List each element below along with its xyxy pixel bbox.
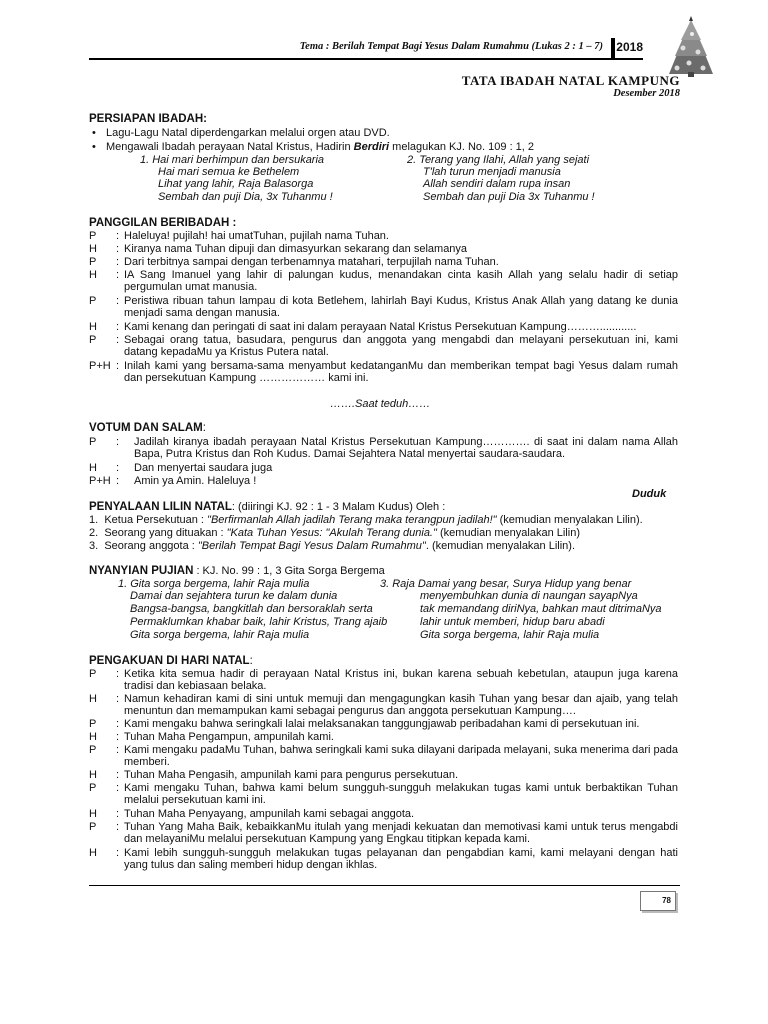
pengakuan-heading: PENGAKUAN DI HARI NATAL: — [89, 655, 253, 667]
christmas-tree-icon — [661, 16, 721, 78]
lilin-item-3: 3. Seorang anggota : "Berilah Tempat Bagi Yesus Dalam Rumahmu". (kemudian menyalakan Lilin). — [89, 540, 576, 552]
speaker-label: P — [89, 668, 97, 680]
liturgy-line: Kami kenang dan peringati di saat ini dalam perayaan Natal Kristus Persekutuan Kampung………............ — [124, 321, 637, 333]
liturgy-line: Dari terbitnya sampai dengan terbenamnya matahari, terpujilah nama Tuhan. — [124, 256, 499, 268]
liturgy-line: Namun kehadiran kami di sini untuk memuji dan mengagungkan kasih Tuhan yang besar dan ajaib, yang telah menuntun dan memampukan kami sebagai pengurus dan anggota persekutuan Kampung…. — [124, 693, 678, 717]
liturgy-line: Tuhan Maha Pengasih, ampunilah kami para pengurus persekutuan. — [124, 769, 459, 781]
page-date: Desember 2018 — [613, 88, 680, 99]
lilin-heading: PENYALAAN LILIN NATAL: (diiringi KJ. 92 : 1 - 3 Malam Kudus) Oleh : — [89, 501, 446, 513]
speaker-label: P — [89, 821, 97, 833]
liturgy-line: Dan menyertai saudara juga — [134, 462, 273, 474]
speaker-label: P — [89, 295, 97, 307]
speaker-label: H — [89, 847, 97, 859]
liturgy-line: Ketika kita semua hadir di perayaan Natal Kristus ini, bukan karena sebuah kebetulan, ataupun juga karena tradisi dan kebiasaan belaka. — [124, 668, 678, 692]
speaker-label: H — [89, 462, 97, 474]
liturgy-line: Kami mengaku bahwa seringkali lalai melaksanakan tanggungjawab peribadahan kami di persekutuan ini. — [124, 718, 640, 730]
liturgy-line: IA Sang Imanuel yang lahir di palungan kudus, menandakan cinta kasih Allah yang selalu hadir di setiap pergumulan umat manusia. — [124, 269, 678, 293]
persiapan-heading: PERSIAPAN IBADAH: — [89, 113, 207, 125]
liturgy-line: Tuhan Maha Pengampun, ampunilah kami. — [124, 731, 334, 743]
persiapan-bullet-2: Mengawali Ibadah perayaan Natal Kristus, Hadirin Berdiri melagukan KJ. No. 109 : 1, 2 — [106, 141, 535, 153]
page-title: TATA IBADAH NATAL KAMPUNG — [461, 73, 680, 88]
hymn-left-line-2: Damai dan sejahtera turun ke dalam dunia — [130, 590, 338, 602]
silence-note: …….Saat teduh…… — [330, 398, 431, 410]
speaker-label: P — [89, 256, 97, 268]
liturgy-line: Kami mengaku padaMu Tuhan, bahwa seringkali kami suka dilayani daripada melayani, suka menerima dari pada memberi. — [124, 744, 678, 768]
votum-heading: VOTUM DAN SALAM: — [89, 422, 206, 434]
song-2-line-3: Allah sendiri dalam rupa insan — [423, 178, 571, 190]
liturgy-line: Peristiwa ribuan tahun lampau di kota Betlehem, lahirlah Bayi Kudus, Kristus Anak Allah yang datang ke dunia menjadi sama dengan manusia. — [124, 295, 678, 319]
hymn-left-line-1: 1. Gita sorga bergema, lahir Raja mulia — [118, 578, 310, 590]
bullet-dot: • — [92, 141, 96, 153]
lilin-item-2: 2. Seorang yang dituakan : "Kata Tuhan Yesus: "Akulah Terang dunia." (kemudian menyalakan Lilin) — [89, 527, 580, 539]
speaker-label: P — [89, 744, 97, 756]
liturgy-line: Sebagai orang tatua, basudara, pengurus dan anggota yang mengabdi dan melayani persekutuan ini, kami datang kepadaMu ya Kristus Putera natal. — [124, 334, 678, 358]
speaker-label: H — [89, 769, 97, 781]
hymn-left-line-5: Gita sorga bergema, lahir Raja mulia — [130, 629, 310, 641]
liturgy-line: Tuhan Yang Maha Baik, kebaikkanMu itulah yang menjadi kekuatan dan memotivasi kami untuk terus mengabdi dan melayaniMu melalui persekutuan Kampung yang Engkau titipkan kepada kami. — [124, 821, 678, 845]
liturgy-line: Jadilah kiranya ibadah perayaan Natal Kristus Persekutuan Kampung…………. di saat ini dalam nama Allah Bapa, Putra Kristus dan Roh Kudus. Damai Sejahtera Natal menyertai saudara-saudara. — [134, 436, 678, 460]
hymn-right-line-3: tak memandang diriNya, bahkan maut ditrimaNya — [420, 603, 662, 615]
header-theme: Tema : Berilah Tempat Bagi Yesus Dalam Rumahmu (Lukas 2 : 1 – 7) — [299, 41, 603, 52]
speaker-label: P — [89, 782, 97, 794]
speaker-label: H — [89, 243, 97, 255]
speaker-label: H — [89, 731, 97, 743]
hymn-right-line-2: menyembuhkan dunia di naungan sayapNya — [420, 590, 638, 602]
speaker-label: H — [89, 269, 97, 281]
page-number: 78 — [640, 891, 676, 911]
speaker-label: H — [89, 693, 97, 705]
hymn-left-line-4: Permaklumkan khabar baik, lahir Kristus, Trang ajaib — [130, 616, 388, 628]
speaker-label: H — [89, 321, 97, 333]
liturgy-line: Amin ya Amin. Haleluya ! — [134, 475, 257, 487]
song-1-line-3: Lihat yang lahir, Raja Balasorga — [158, 178, 314, 190]
header-divider — [611, 38, 615, 58]
speaker-label: H — [89, 808, 97, 820]
panggilan-heading: PANGGILAN BERIBADAH : — [89, 217, 237, 229]
liturgy-line: Haleluya! pujilah! hai umatTuhan, pujilah nama Tuhan. — [124, 230, 389, 242]
song-1-line-2: Hai mari semua ke Bethelem — [158, 166, 300, 178]
speaker-label: P — [89, 436, 97, 448]
song-1-line-1: 1. Hai mari berhimpun dan bersukaria — [140, 154, 325, 166]
speaker-label: P — [89, 334, 97, 346]
footer-divider — [89, 885, 680, 886]
hymn-right-line-4: lahir untuk memberi, hidup baru abadi — [420, 616, 605, 628]
bullet-dot: • — [92, 127, 96, 139]
liturgy-line: Kami mengaku Tuhan, bahwa kami belum sungguh-sungguh melakukan tugas kami untuk berbaktikan Tuhan melalui persekutuan kami ini. — [124, 782, 678, 806]
liturgy-line: Inilah kami yang bersama-sama menyambut kedatanganMu dan memberikan tempat bagi Yesus dalam rumah dan persekutuan Kampung ……………… kami ini. — [124, 360, 678, 384]
liturgy-line: Kami lebih sungguh-sungguh melakukan tugas pelayanan dan pengabdian kami, kami melayani dengan hati yang tulus dan saling memberi hidup dengan ikhlas. — [124, 847, 678, 871]
song-2-line-1: 2. Terang yang Ilahi, Allah yang sejati — [407, 154, 590, 166]
speaker-label: P+H — [89, 475, 111, 487]
song-1-line-4: Sembah dan puji Dia, 3x Tuhanmu ! — [158, 191, 333, 203]
lilin-item-1: 1. Ketua Persekutuan : "Berfirmanlah Allah jadilah Terang maka terangpun jadilah!" (kemudian menyalakan Lilin). — [89, 514, 643, 526]
song-2-line-2: T'lah turun menjadi manusia — [423, 166, 561, 178]
hymn-right-line-1: 3. Raja Damai yang besar, Surya Hidup yang benar — [380, 578, 632, 590]
song-2-line-4: Sembah dan puji Dia 3x Tuhanmu ! — [423, 191, 595, 203]
speaker-label: P — [89, 718, 97, 730]
nyanyian-heading: NYANYIAN PUJIAN : KJ. No. 99 : 1, 3 Gita Sorga Bergema — [89, 565, 385, 577]
speaker-label: P — [89, 230, 97, 242]
speaker-label: P+H — [89, 360, 111, 372]
liturgy-line: Tuhan Maha Penyayang, ampunilah kami sebagai anggota. — [124, 808, 415, 820]
header-year: 2018 — [616, 40, 643, 54]
hymn-left-line-3: Bangsa-bangsa, bangkitlah dan bersoraklah serta — [130, 603, 373, 615]
liturgy-line: Kiranya nama Tuhan dipuji dan dimasyurkan sekarang dan selamanya — [124, 243, 468, 255]
hymn-right-line-5: Gita sorga bergema, lahir Raja mulia — [420, 629, 600, 641]
duduk-instruction: Duduk — [632, 488, 667, 500]
persiapan-bullet-1: Lagu-Lagu Natal diperdengarkan melalui orgen atau DVD. — [106, 127, 390, 139]
page-header — [89, 38, 643, 60]
